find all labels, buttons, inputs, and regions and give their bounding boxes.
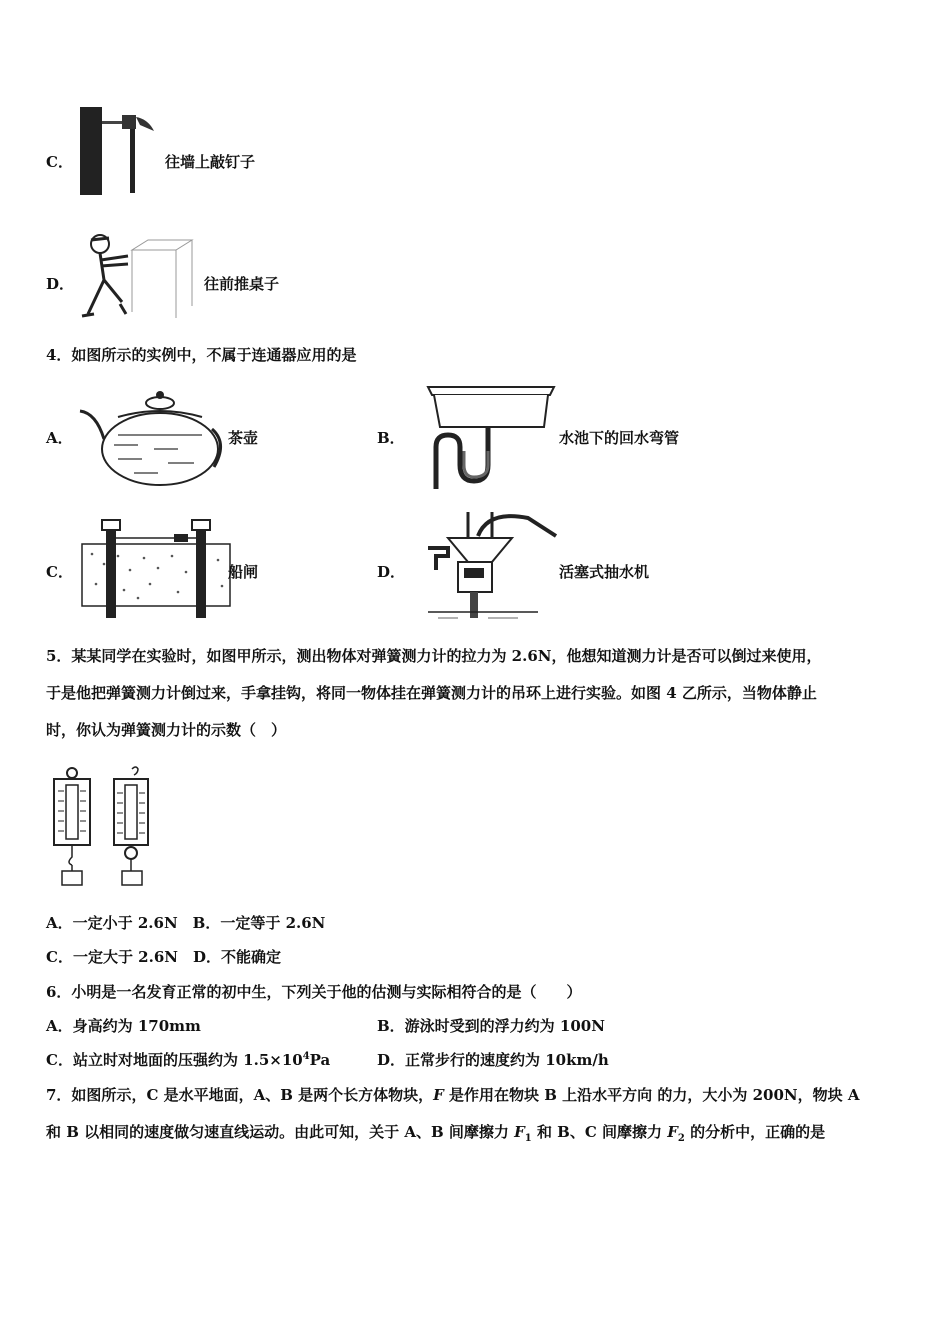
q6-option-a: A．身高约为 170mm bbox=[46, 1017, 201, 1035]
q7-line-1: 7．如图所示，C 是水平地面，A、B 是两个长方体物块，F 是作用在物块 B 上沿水平方向 的力，大小为 200N，物块 A bbox=[46, 1086, 860, 1104]
q5-options-row-1: A．一定小于 2.6N B．一定等于 2.6N bbox=[46, 914, 326, 932]
q3-option-c-caption: 往墙上敲钉子 bbox=[165, 153, 256, 171]
q4-option-b-letter: B． bbox=[377, 429, 405, 447]
q6-option-b: B．游泳时受到的浮力约为 100N bbox=[377, 1017, 605, 1035]
q4-option-d-letter: D． bbox=[377, 563, 406, 581]
q4-option-a-caption: 茶壶 bbox=[228, 429, 259, 447]
piston-pump-figure bbox=[408, 508, 558, 624]
q6-option-d: D．正常步行的速度约为 10km/h bbox=[377, 1051, 609, 1069]
q5-line-2: 于是他把弹簧测力计倒过来，手拿挂钩，将同一物体挂在弹簧测力计的吊环上进行实验。如图 4 乙所示，当物体静止 bbox=[46, 684, 817, 702]
q4-option-a-letter: A． bbox=[46, 429, 73, 447]
ship-lock-figure bbox=[78, 510, 234, 622]
spring-scales-figure bbox=[50, 765, 150, 889]
q5-options-row-2: C．一定大于 2.6N D．不能确定 bbox=[46, 948, 281, 966]
q7-line-2: 和 B 以相同的速度做匀速直线运动。由此可知，关于 A、B 间摩擦力 $F_1$ 和 B、C 间摩擦力 $F_2$ 的分析中，正确的是 bbox=[46, 1123, 826, 1144]
push-table-figure bbox=[76, 232, 198, 322]
q5-line-1: 5．某某同学在实验时，如图甲所示，测出物体对弹簧测力计的拉力为 2.6N，他想知道测力计是否可以倒过来使用， bbox=[46, 647, 822, 665]
q4-option-b-caption: 水池下的回水弯管 bbox=[559, 429, 680, 447]
q6-stem: 6．小明是一名发育正常的初中生，下列关于他的估测与实际相符合的是（ ） bbox=[46, 983, 582, 1001]
q3-option-c-letter: C． bbox=[46, 153, 73, 171]
q3-option-d-caption: 往前推桌子 bbox=[204, 275, 280, 293]
q3-option-d-letter: D． bbox=[46, 275, 75, 293]
hammer-nail-figure bbox=[78, 105, 158, 197]
q4-option-d-caption: 活塞式抽水机 bbox=[559, 563, 650, 581]
q4-option-c-letter: C． bbox=[46, 563, 73, 581]
q4-stem: 4．如图所示的实例中，不属于连通器应用的是 bbox=[46, 346, 357, 364]
q5-line-3: 时，你认为弹簧测力计的示数（ ） bbox=[46, 721, 287, 739]
q4-option-c-caption: 船闸 bbox=[228, 563, 259, 581]
teapot-figure bbox=[78, 383, 228, 493]
sink-trap-figure bbox=[410, 385, 556, 493]
q6-option-c: C．站立时对地面的压强约为 $1.5\times 10^4Pa$ bbox=[46, 1051, 331, 1069]
